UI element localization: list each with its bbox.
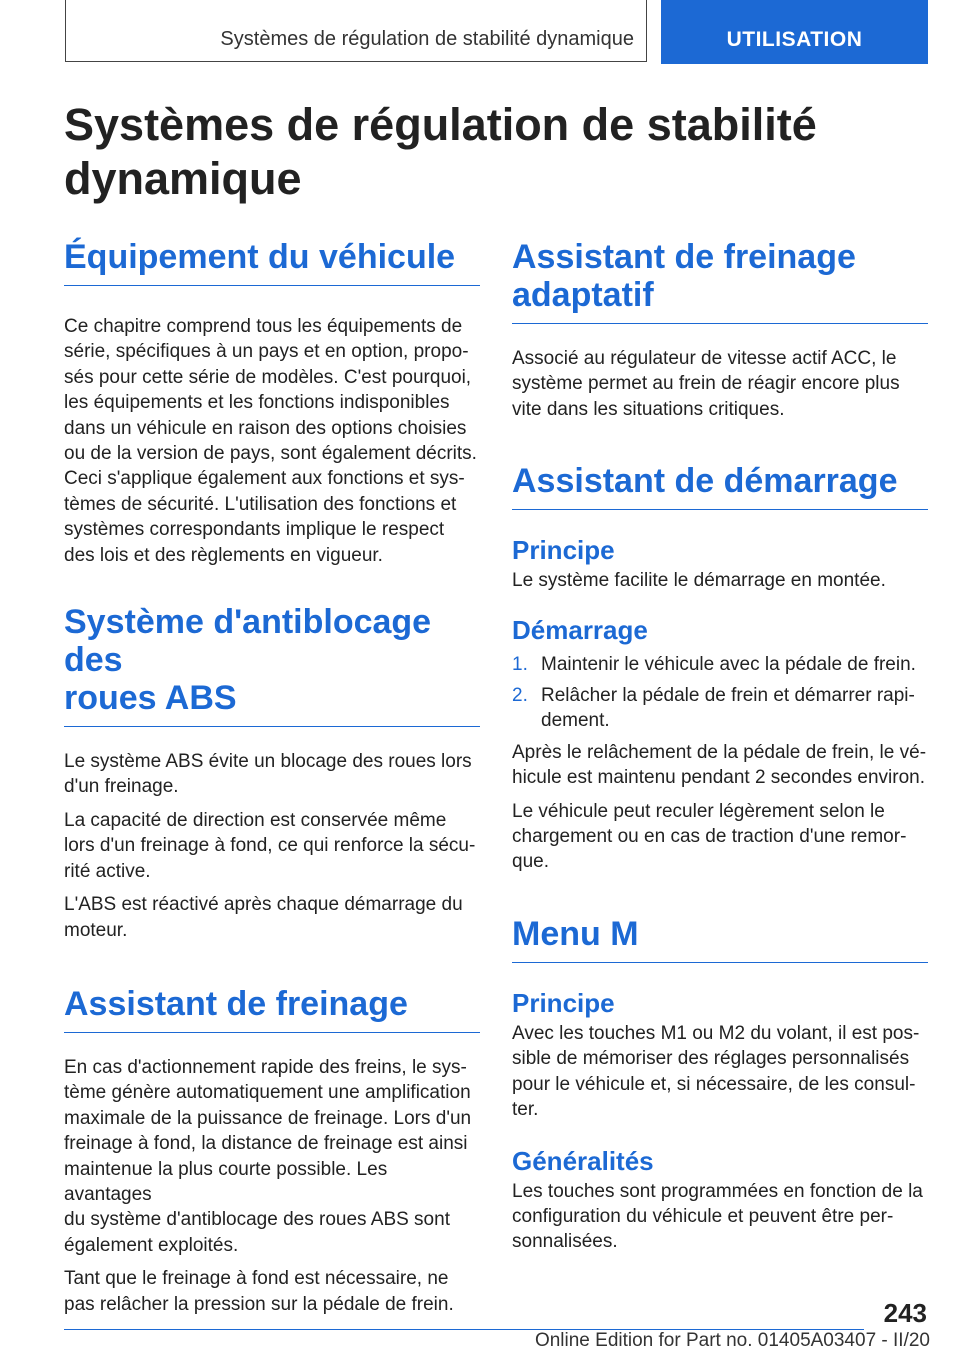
right-column	[512, 238, 928, 1255]
heading-assistant-freinage: Assistant de freinage	[64, 985, 480, 1033]
paragraph-freinage-2: Tant que le freinage à fond est nécessaire, ne pas relâcher la pression sur la pédale de frein.	[64, 1268, 454, 1315]
header-chapter-label: UTILISATION	[726, 28, 863, 51]
step-number: 1.	[512, 653, 528, 675]
subheading-menu-principe: Principe	[512, 987, 615, 1018]
page-number: 243	[883, 1298, 927, 1328]
section-assistant-freinage	[64, 985, 480, 1317]
paragraph-abs-1: Le système ABS évite un blocage des roues lors d'un freinage.	[64, 751, 472, 798]
header-chapter-tab[interactable]	[661, 0, 928, 64]
paragraph-equipement: Ce chapitre comprend tous les équipements de série, spécifiques à un pays et en option, propo- sés pour cette série de modèles. C'est pourquoi, les équipements et les fonctions indisponibles dans un véhicule en raison des options choisies ou de la version de pays, sont également décrits. Ceci s'applique également aux fonctions et sys- tèmes de sécurité. L'utilisation des fonctions et systèmes correspondants implique le respect des lois et des règlements en vigueur.	[64, 316, 477, 566]
paragraph-menu-principe: Avec les touches M1 ou M2 du volant, il est pos- sible de mémoriser des réglages personnalisés pour le véhicule et, si nécessaire, de les consul- ter.	[512, 1022, 920, 1121]
section-freinage-adaptatif	[512, 238, 928, 422]
running-header	[65, 0, 928, 64]
list-item: 1. Maintenir le véhicule avec la pédale de frein.	[512, 652, 928, 677]
heading-abs: Système d'antiblocage des roues ABS	[64, 603, 480, 727]
subheading-demarrage: Démarrage	[512, 614, 648, 645]
heading-freinage-adaptatif: Assistant de freinage adaptatif	[512, 238, 928, 324]
section-abs	[64, 603, 480, 943]
subheading-generalites: Généralités	[512, 1145, 654, 1176]
paragraph-principe: Le système facilite le démarrage en montée.	[512, 570, 886, 592]
heading-menu-m: Menu M	[512, 915, 928, 963]
page-title: Systèmes de régulation de stabilité dynamique	[64, 99, 817, 204]
paragraph-demarrage-1: Après le relâchement de la pédale de frein, le vé- hicule est maintenu pendant 2 secondes environ.	[512, 741, 927, 789]
section-menu-m	[512, 915, 928, 1255]
paragraph-adaptatif: Associé au régulateur de vitesse actif ACC, le système permet au frein de réagir encore plus vite dans les situations critiques.	[512, 348, 900, 420]
section-equipement	[64, 238, 480, 568]
subheading-principe: Principe	[512, 535, 615, 566]
paragraph-demarrage-2: Le véhicule peut reculer légèrement selon le chargement ou en cas de traction d'une remor- que.	[512, 800, 907, 873]
header-section-box	[65, 0, 647, 62]
heading-equipement: Équipement du véhicule	[64, 238, 480, 286]
header-section-title: Systèmes de régulation de stabilité dynamique	[220, 28, 634, 50]
heading-assistant-demarrage: Assistant de démarrage	[512, 462, 928, 510]
list-item: 2. Relâcher la pédale de frein et démarrer rapi- dement.	[512, 685, 915, 732]
paragraph-abs-3: L'ABS est réactivé après chaque démarrage du moteur.	[64, 894, 463, 941]
paragraph-abs-2: La capacité de direction est conservée même lors d'un freinage à fond, ce qui renforce la sécu- rité active.	[64, 809, 476, 882]
paragraph-generalites: Les touches sont programmées en fonction de la configuration du véhicule et peuvent être per- sonnalisées.	[512, 1180, 923, 1253]
footer-edition: Online Edition for Part no. 01405A03407 - II/20	[534, 1330, 930, 1351]
left-column	[64, 238, 480, 1317]
steps-list	[512, 652, 928, 734]
section-assistant-demarrage	[512, 462, 928, 875]
paragraph-freinage-1: En cas d'actionnement rapide des freins, le sys- tème génère automatiquement une amplification maximale de la puissance de freinage. Lors d'un freinage à fond, la distance de freinage est ainsi maintenue la plus courte possible. Les avantages du système d'antiblocage des roues ABS sont également exploités.	[64, 1056, 472, 1256]
step-number: 2.	[512, 685, 528, 707]
